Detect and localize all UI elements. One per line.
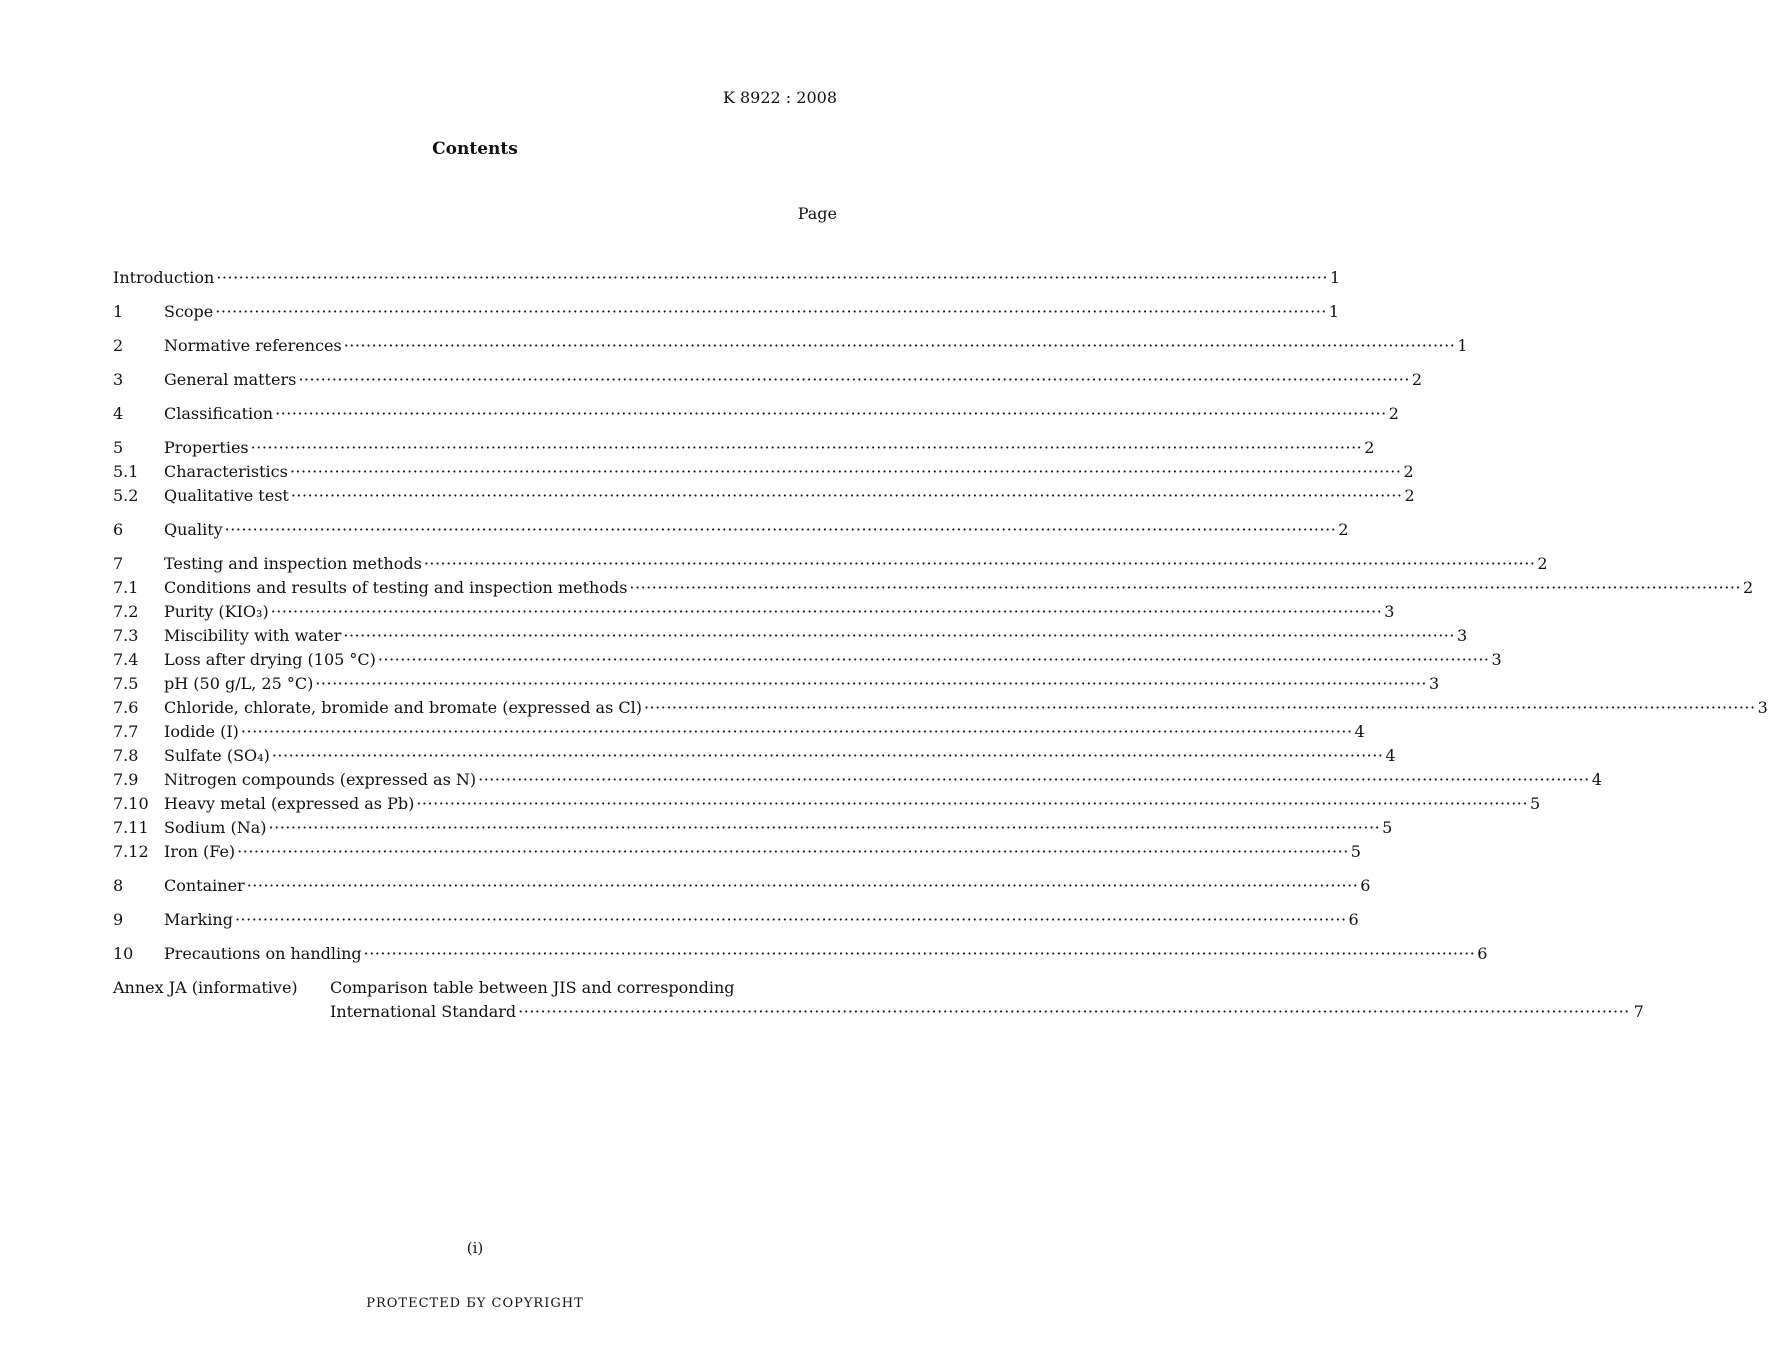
toc-entry[interactable] bbox=[113, 300, 1340, 324]
dot-leader bbox=[644, 696, 1756, 720]
annex-title-line-2-row bbox=[330, 1000, 1644, 1024]
toc-entry-number: 7.2 bbox=[113, 602, 139, 621]
toc-entry-label: Miscibility with water bbox=[164, 626, 342, 645]
toc-entry-number: 7.8 bbox=[113, 746, 139, 765]
dot-leader bbox=[518, 1000, 1630, 1024]
toc-entry-page: 6 bbox=[1360, 876, 1371, 895]
dot-leader bbox=[364, 942, 1476, 966]
toc-entry-page: 2 bbox=[1338, 520, 1349, 539]
toc-entry[interactable] bbox=[113, 624, 1468, 648]
toc-entry-page: 5 bbox=[1382, 818, 1393, 837]
toc-entry-number: 7.10 bbox=[113, 794, 149, 813]
dot-leader bbox=[269, 816, 1381, 840]
dot-leader bbox=[216, 266, 1328, 290]
toc-entry-number: 10 bbox=[113, 944, 134, 963]
toc-entry[interactable] bbox=[113, 266, 1341, 290]
dot-leader bbox=[275, 402, 1387, 426]
page-number: (i) bbox=[466, 1239, 484, 1257]
dot-leader bbox=[271, 600, 1383, 624]
toc-entry-label: Loss after drying (105 °C) bbox=[164, 650, 376, 669]
dot-leader bbox=[315, 672, 1427, 696]
toc-entry[interactable] bbox=[113, 720, 1365, 744]
toc-entry-label: Sodium (Na) bbox=[164, 818, 267, 837]
toc-entry[interactable] bbox=[113, 518, 1349, 542]
annex-title-line-2: International Standard bbox=[330, 1002, 517, 1021]
table-of-contents bbox=[113, 266, 1768, 1024]
toc-entry-page: 2 bbox=[1403, 462, 1414, 481]
toc-entry-label: Iron (Fe) bbox=[164, 842, 236, 861]
toc-entry-page: 3 bbox=[1757, 698, 1768, 717]
toc-entry[interactable] bbox=[113, 942, 1488, 966]
toc-entry[interactable] bbox=[113, 402, 1399, 426]
toc-entry-page: 4 bbox=[1385, 746, 1396, 765]
toc-entry-page: 4 bbox=[1354, 722, 1365, 741]
toc-entry-number: 2 bbox=[113, 336, 124, 355]
toc-entry-number: 7.9 bbox=[113, 770, 139, 789]
toc-entry-number: 7 bbox=[113, 554, 124, 573]
dot-leader bbox=[235, 908, 1347, 932]
toc-entry-page: 3 bbox=[1384, 602, 1395, 621]
toc-entry-label: Chloride, chlorate, bromide and bromate (expressed as Cl) bbox=[164, 698, 642, 717]
toc-entry-number: 1 bbox=[113, 302, 124, 321]
toc-entry-label: Nitrogen compounds (expressed as N) bbox=[164, 770, 477, 789]
toc-entry-page: 6 bbox=[1477, 944, 1488, 963]
toc-entry-number: 7.7 bbox=[113, 722, 139, 741]
toc-entry[interactable] bbox=[113, 696, 1768, 720]
toc-entry[interactable] bbox=[113, 600, 1395, 624]
toc-entry-page: 2 bbox=[1743, 578, 1754, 597]
toc-entry-label: Conditions and results of testing and inspection methods bbox=[164, 578, 628, 597]
toc-entry-page: 1 bbox=[1329, 268, 1341, 287]
toc-entry-number: 7.1 bbox=[113, 578, 139, 597]
dot-leader bbox=[416, 792, 1528, 816]
toc-entry[interactable] bbox=[113, 792, 1541, 816]
toc-entry-label: Sulfate (SO₄) bbox=[164, 746, 270, 765]
toc-entry-page: 3 bbox=[1428, 674, 1440, 693]
toc-entry[interactable] bbox=[113, 436, 1375, 460]
annex-page: 7 bbox=[1633, 1002, 1644, 1021]
toc-entry[interactable] bbox=[113, 484, 1415, 508]
toc-entry-page: 2 bbox=[1364, 438, 1375, 457]
dot-leader bbox=[478, 768, 1590, 792]
toc-entry-page: 5 bbox=[1350, 842, 1361, 861]
toc-entry[interactable] bbox=[113, 874, 1371, 898]
dot-leader bbox=[344, 334, 1456, 358]
toc-entry-number: 7.4 bbox=[113, 650, 139, 669]
toc-entry[interactable] bbox=[113, 334, 1468, 358]
toc-entry-number: 5.1 bbox=[113, 462, 139, 481]
toc-entry-page: 5 bbox=[1529, 794, 1541, 813]
toc-entry[interactable] bbox=[113, 648, 1502, 672]
toc-entry-number: 7.12 bbox=[113, 842, 149, 861]
annex-title-line-1: Comparison table between JIS and corresponding bbox=[330, 978, 735, 997]
annex-title bbox=[330, 976, 1644, 1024]
dot-leader bbox=[424, 552, 1536, 576]
toc-entry-label: Scope bbox=[164, 302, 214, 321]
dot-leader bbox=[247, 874, 1359, 898]
toc-entry-label: Container bbox=[164, 876, 245, 895]
toc-entry-number: 9 bbox=[113, 910, 124, 929]
toc-entry-page: 1 bbox=[1457, 336, 1468, 355]
toc-entry[interactable] bbox=[113, 908, 1359, 932]
toc-entry[interactable] bbox=[113, 460, 1414, 484]
copyright-footer: PROTECTED БY COPYRIGHT bbox=[366, 1296, 584, 1311]
dot-leader bbox=[378, 648, 1490, 672]
toc-entry-label: Qualitative test bbox=[164, 486, 289, 505]
toc-entry-label: Iodide (I) bbox=[164, 722, 239, 741]
dot-leader bbox=[298, 368, 1410, 392]
toc-entry-page: 6 bbox=[1348, 910, 1359, 929]
toc-entry-number: 3 bbox=[113, 370, 124, 389]
toc-entry-page: 2 bbox=[1411, 370, 1423, 389]
dot-leader bbox=[215, 300, 1327, 324]
toc-entry-number: 7.11 bbox=[113, 818, 149, 837]
toc-entry[interactable] bbox=[113, 840, 1361, 864]
page-column-label: Page bbox=[797, 204, 837, 223]
toc-entry-page: 3 bbox=[1456, 626, 1468, 645]
dot-leader bbox=[629, 576, 1741, 600]
toc-entry-number: 8 bbox=[113, 876, 124, 895]
toc-entry[interactable] bbox=[113, 816, 1393, 840]
toc-entry-page: 1 bbox=[1328, 302, 1340, 321]
toc-entry-label: Classification bbox=[164, 404, 274, 423]
toc-entry-page: 4 bbox=[1591, 770, 1602, 789]
toc-entry-label: Characteristics bbox=[164, 462, 288, 481]
toc-entry-label: Introduction bbox=[113, 268, 215, 287]
dot-leader bbox=[225, 518, 1337, 542]
dot-leader bbox=[290, 460, 1402, 484]
annex-label: Annex JA (informative) bbox=[113, 978, 298, 997]
toc-entry-page: 3 bbox=[1491, 650, 1502, 669]
toc-entry-number: 4 bbox=[113, 404, 124, 423]
toc-entry[interactable] bbox=[113, 368, 1423, 392]
dot-leader bbox=[272, 744, 1384, 768]
toc-entry-number: 7.6 bbox=[113, 698, 139, 717]
toc-entry-page: 2 bbox=[1388, 404, 1399, 423]
toc-entry-number: 5 bbox=[113, 438, 124, 457]
toc-entry[interactable] bbox=[113, 768, 1602, 792]
toc-entry-number: 6 bbox=[113, 520, 124, 539]
dot-leader bbox=[291, 484, 1403, 508]
toc-annex-entry[interactable] bbox=[113, 976, 1644, 1024]
toc-entry[interactable] bbox=[113, 744, 1396, 768]
toc-entry-label: pH (50 g/L, 25 °C) bbox=[164, 674, 314, 693]
page-title: Contents bbox=[432, 139, 518, 159]
toc-entry-number: 5.2 bbox=[113, 486, 139, 505]
toc-entry-page: 2 bbox=[1537, 554, 1548, 573]
toc-entry-label: Marking bbox=[164, 910, 233, 929]
toc-entry-label: General matters bbox=[164, 370, 297, 389]
toc-entry-label: Quality bbox=[164, 520, 223, 539]
toc-entry-page: 2 bbox=[1404, 486, 1415, 505]
toc-entry-label: Normative references bbox=[164, 336, 342, 355]
dot-leader bbox=[251, 436, 1363, 460]
toc-entry[interactable] bbox=[113, 552, 1548, 576]
dot-leader bbox=[237, 840, 1349, 864]
toc-entry-label: Precautions on handling bbox=[164, 944, 362, 963]
dot-leader bbox=[241, 720, 1353, 744]
standard-id: K 8922 : 2008 bbox=[722, 88, 837, 107]
dot-leader bbox=[343, 624, 1455, 648]
toc-entry[interactable] bbox=[113, 672, 1440, 696]
toc-entry-number: 7.5 bbox=[113, 674, 139, 693]
toc-entry-number: 7.3 bbox=[113, 626, 139, 645]
toc-entry-label: Purity (KIO₃) bbox=[164, 602, 269, 621]
toc-entry[interactable] bbox=[113, 576, 1754, 600]
toc-entry-label: Testing and inspection methods bbox=[164, 554, 422, 573]
toc-entry-label: Properties bbox=[164, 438, 249, 457]
toc-entry-label: Heavy metal (expressed as Pb) bbox=[164, 794, 415, 813]
